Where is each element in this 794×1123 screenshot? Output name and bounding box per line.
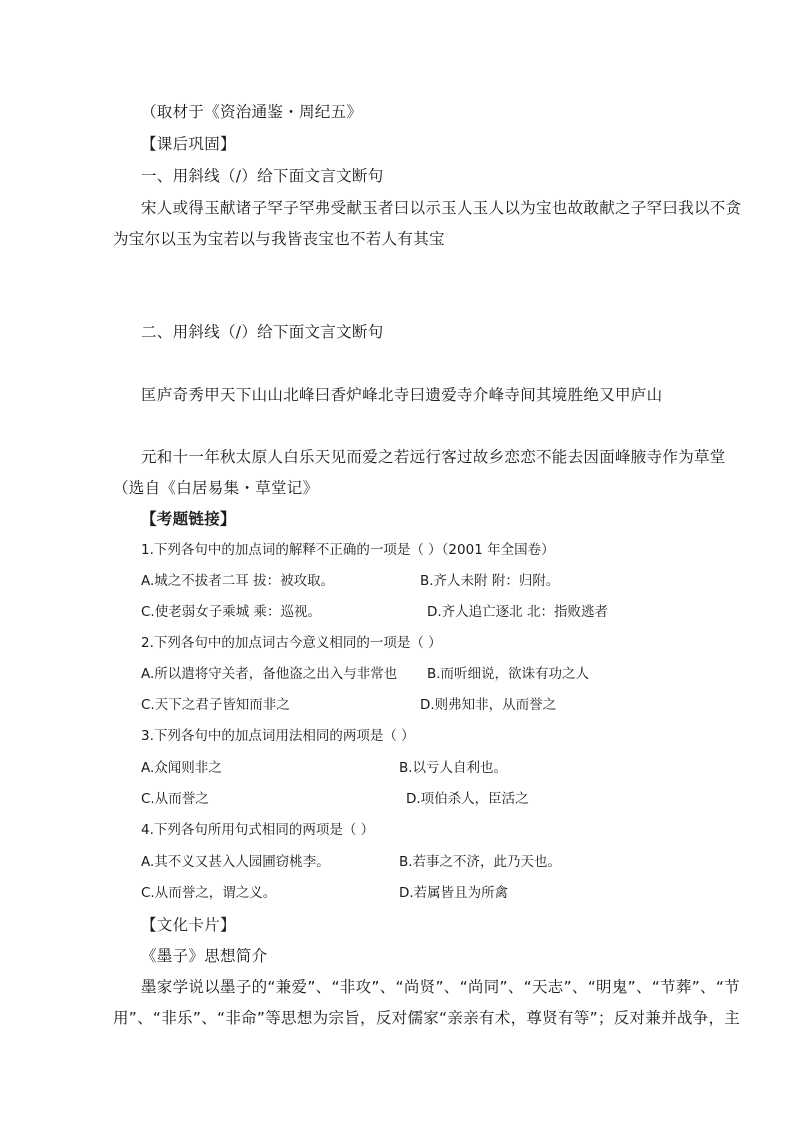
- exam-question-4-option-a: A.其不义又甚入人园圃窃桃李。: [141, 854, 330, 870]
- culture-text-line-1: 墨家学说以墨子的“兼爱”、“非攻”、“尚贤”、“尚同”、“天志”、“明鬼”、“节葬”、“节: [141, 978, 740, 996]
- exam-question-2-option-a: A.所以遣将守关者，备他盗之出入与非常也: [141, 666, 398, 682]
- exam-question-4-stem: 4.下列各句所用句式相同的两项是（ ）: [141, 822, 375, 838]
- exam-question-4-option-d: D.若属皆且为所禽: [399, 885, 509, 901]
- exam-question-3-stem: 3.下列各句中的加点词用法相同的两项是（ ）: [141, 728, 415, 744]
- exam-question-2-stem: 2.下列各句中的加点词古今意义相同的一项是（ ）: [141, 635, 442, 651]
- exam-question-4-option-c: C.从而誉之，谓之义。: [141, 885, 277, 901]
- exam-question-3-option-a: A.众闻则非之: [141, 760, 222, 776]
- question-2-text-2-line-1: 元和十一年秋太原人白乐天见而爱之若远行客过故乡恋恋不能去因面峰腋寺作为草堂: [141, 448, 726, 466]
- exam-question-1-stem: 1.下列各句中的加点词的解释不正确的一项是（ ）（2001 年全国卷）: [141, 542, 555, 558]
- culture-text-line-2: 用”、“非乐”、“非命”等思想为宗旨，反对儒家“亲亲有术，尊贤有等”；反对兼并战争，主: [113, 1009, 741, 1027]
- exam-question-1-option-d: D.齐人追亡逐北 北：指败逃者: [427, 604, 608, 620]
- question-1-text-line-1: 宋人或得玉献诸子罕子罕弗受献玉者曰以示玉人玉人以为宝也故敢献之子罕曰我以不贪: [141, 199, 742, 217]
- exam-question-2-option-d: D.则弗知非，从而誉之: [420, 697, 557, 713]
- source-note: （取材于《资治通鉴・周纪五》: [141, 103, 363, 121]
- question-2-text-2-line-2: （选自《白居易集・草堂记》: [113, 479, 319, 497]
- section-heading-consolidation: 【课后巩固】: [141, 135, 236, 153]
- question-2-title: 二、用斜线（/）给下面文言文断句: [141, 323, 384, 341]
- exam-question-3-option-b: B.以亏人自利也。: [399, 760, 508, 776]
- question-1-text-line-2: 为宝尔以玉为宝若以与我皆丧宝也不若人有其宝: [113, 230, 445, 248]
- exam-question-2-option-b: B.而听细说，欲诛有功之人: [427, 666, 590, 682]
- exam-question-2-option-c: C.天下之君子皆知而非之: [141, 697, 290, 713]
- exam-question-1-option-a: A.城之不拔者二耳 拔：被攻取。: [141, 573, 335, 589]
- exam-question-1-option-b: B.齐人未附 附：归附。: [420, 573, 560, 589]
- exam-question-3-option-c: C.从而誉之: [141, 791, 209, 807]
- question-2-text-1: 匡庐奇秀甲天下山山北峰曰香炉峰北寺曰遗爱寺介峰寺间其境胜绝又甲庐山: [141, 386, 663, 404]
- section-heading-culture: 【文化卡片】: [141, 916, 236, 934]
- exam-question-3-option-d: D.项伯杀人，臣活之: [406, 791, 529, 807]
- exam-question-4-option-b: B.若事之不济，此乃天也。: [399, 854, 562, 870]
- question-1-title: 一、用斜线（/）给下面文言文断句: [141, 167, 384, 185]
- section-heading-exam: 【考题链接】: [141, 510, 236, 528]
- exam-question-1-option-c: C.使老弱女子乘城 乘：巡视。: [141, 604, 322, 620]
- culture-card-title: 《墨子》思想简介: [141, 947, 268, 965]
